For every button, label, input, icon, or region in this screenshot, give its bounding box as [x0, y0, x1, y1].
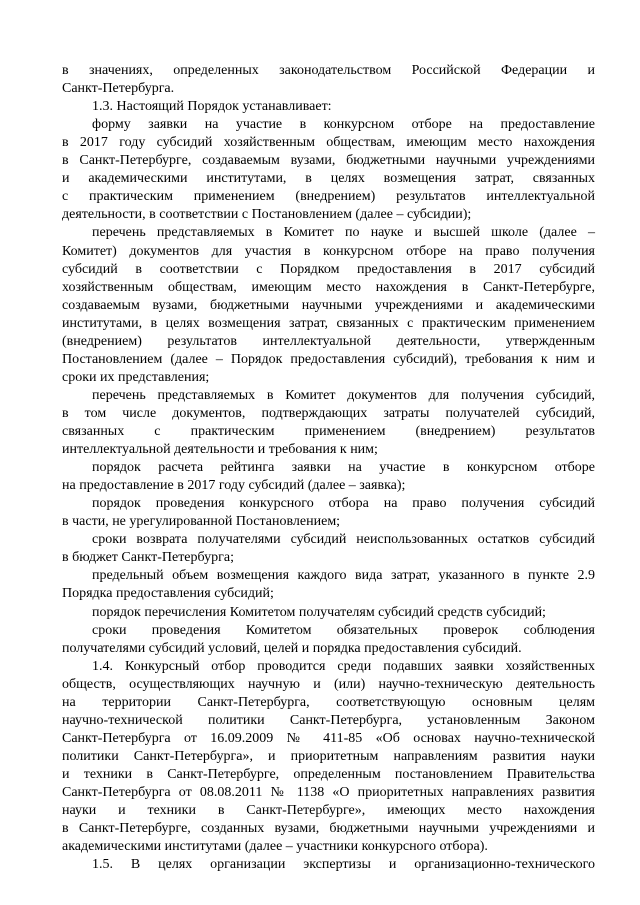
text-line: Комитет) документов для участия в конкурсном отборе на право получения	[62, 244, 595, 259]
text-line: интеллектуальной деятельности и требования к ним;	[62, 442, 378, 457]
text-line: в бюджет Санкт-Петербурга;	[62, 550, 234, 565]
text-line: сроки возврата получателями субсидий неиспользованных остатков субсидий	[92, 532, 595, 547]
text-line: 1.5. В целях организации экспертизы и организационно-технического	[92, 857, 595, 872]
text-line: науки и техники в Санкт-Петербурге», имеющих место нахождения	[62, 803, 595, 818]
text-line: в том числе документов, подтверждающих затраты получателей субсидий,	[62, 406, 595, 421]
text-line: Санкт-Петербурга.	[62, 81, 175, 96]
text-line: институтами, в целях возмещения затрат, связанных с практическим применением	[62, 316, 595, 331]
text-line: в части, не урегулированной Постановлением;	[62, 514, 341, 529]
text-line: Санкт-Петербурга от 08.08.2011 № 1138 «О приоритетных направлениях развития	[62, 785, 595, 800]
text-line: перечень представляемых в Комитет по науке и высшей школе (далее –	[92, 225, 595, 240]
text-line: в Санкт-Петербурге, создаваемым вузами, бюджетными научными учреждениями	[62, 153, 595, 168]
text-line: на предоставление в 2017 году субсидий (далее – заявка);	[62, 478, 406, 493]
text-line: Санкт-Петербурга от 16.09.2009 № 411-85 «Об основах научно-технической	[62, 731, 595, 746]
text-line: с практическим применением (внедрением) результатов интеллектуальной	[62, 189, 595, 204]
text-line: обществ, осуществляющих научную и (или) научно-техническую деятельность	[62, 677, 595, 692]
text-line: получателями субсидий условий, целей и порядка предоставления субсидий.	[62, 641, 522, 656]
text-line: порядок проведения конкурсного отбора на право получения субсидий	[92, 496, 595, 511]
text-line: Порядка предоставления субсидий;	[62, 586, 274, 601]
text-line: 1.4. Конкурсный отбор проводится среди подавших заявки хозяйственных	[92, 659, 595, 674]
text-line: порядок перечисления Комитетом получателям субсидий средств субсидий;	[92, 605, 546, 620]
text-line: (внедрением) результатов интеллектуальной деятельности, утвержденным	[62, 334, 595, 349]
text-line: перечень представляемых в Комитет документов для получения субсидий,	[92, 388, 595, 403]
text-line: хозяйственным обществам, имеющим место нахождения в Санкт-Петербурге,	[62, 280, 595, 295]
text-line: в 2017 году субсидий хозяйственным обществам, имеющим место нахождения	[62, 135, 595, 150]
text-line: научно-технической политики Санкт-Петербурга, установленным Законом	[62, 713, 595, 728]
text-line: на территории Санкт-Петербурга, соответствующую основным целям	[62, 695, 595, 710]
text-line: предельный объем возмещения каждого вида затрат, указанного в пункте 2.9	[92, 568, 595, 583]
text-line: Постановлением (далее – Порядок предоставления субсидий), требования к ним и	[62, 352, 595, 367]
text-line: в Санкт-Петербурге, созданных вузами, бюджетными научными учреждениями и	[62, 821, 595, 836]
text-line: форму заявки на участие в конкурсном отборе на предоставление	[92, 117, 595, 132]
text-line: политики Санкт-Петербурга», и приоритетным направлениям развития науки	[62, 749, 595, 764]
text-line: сроки проведения Комитетом обязательных проверок соблюдения	[92, 623, 595, 638]
text-line: академическими институтами (далее – участники конкурсного отбора).	[62, 839, 488, 854]
text-line: в значениях, определенных законодательством Российской Федерации и	[62, 63, 595, 78]
text-line: и техники в Санкт-Петербурге, определенным постановлением Правительства	[62, 767, 595, 782]
text-line: порядок расчета рейтинга заявки на участие в конкурсном отборе	[92, 460, 595, 475]
text-line: и академическими институтами, в целях возмещения затрат, связанных	[62, 171, 595, 186]
text-line: сроки их представления;	[62, 370, 210, 385]
text-line: субсидий в соответствии с Порядком предоставления в 2017 субсидий	[62, 262, 595, 277]
text-line: деятельности, в соответствии с Постановлением (далее – субсидии);	[62, 207, 472, 222]
text-line: связанных с практическим применением (внедрением) результатов	[62, 424, 595, 439]
text-line: 1.3. Настоящий Порядок устанавливает:	[92, 99, 332, 114]
text-line: создаваемым вузами, бюджетными научными учреждениями и академическими	[62, 298, 595, 313]
